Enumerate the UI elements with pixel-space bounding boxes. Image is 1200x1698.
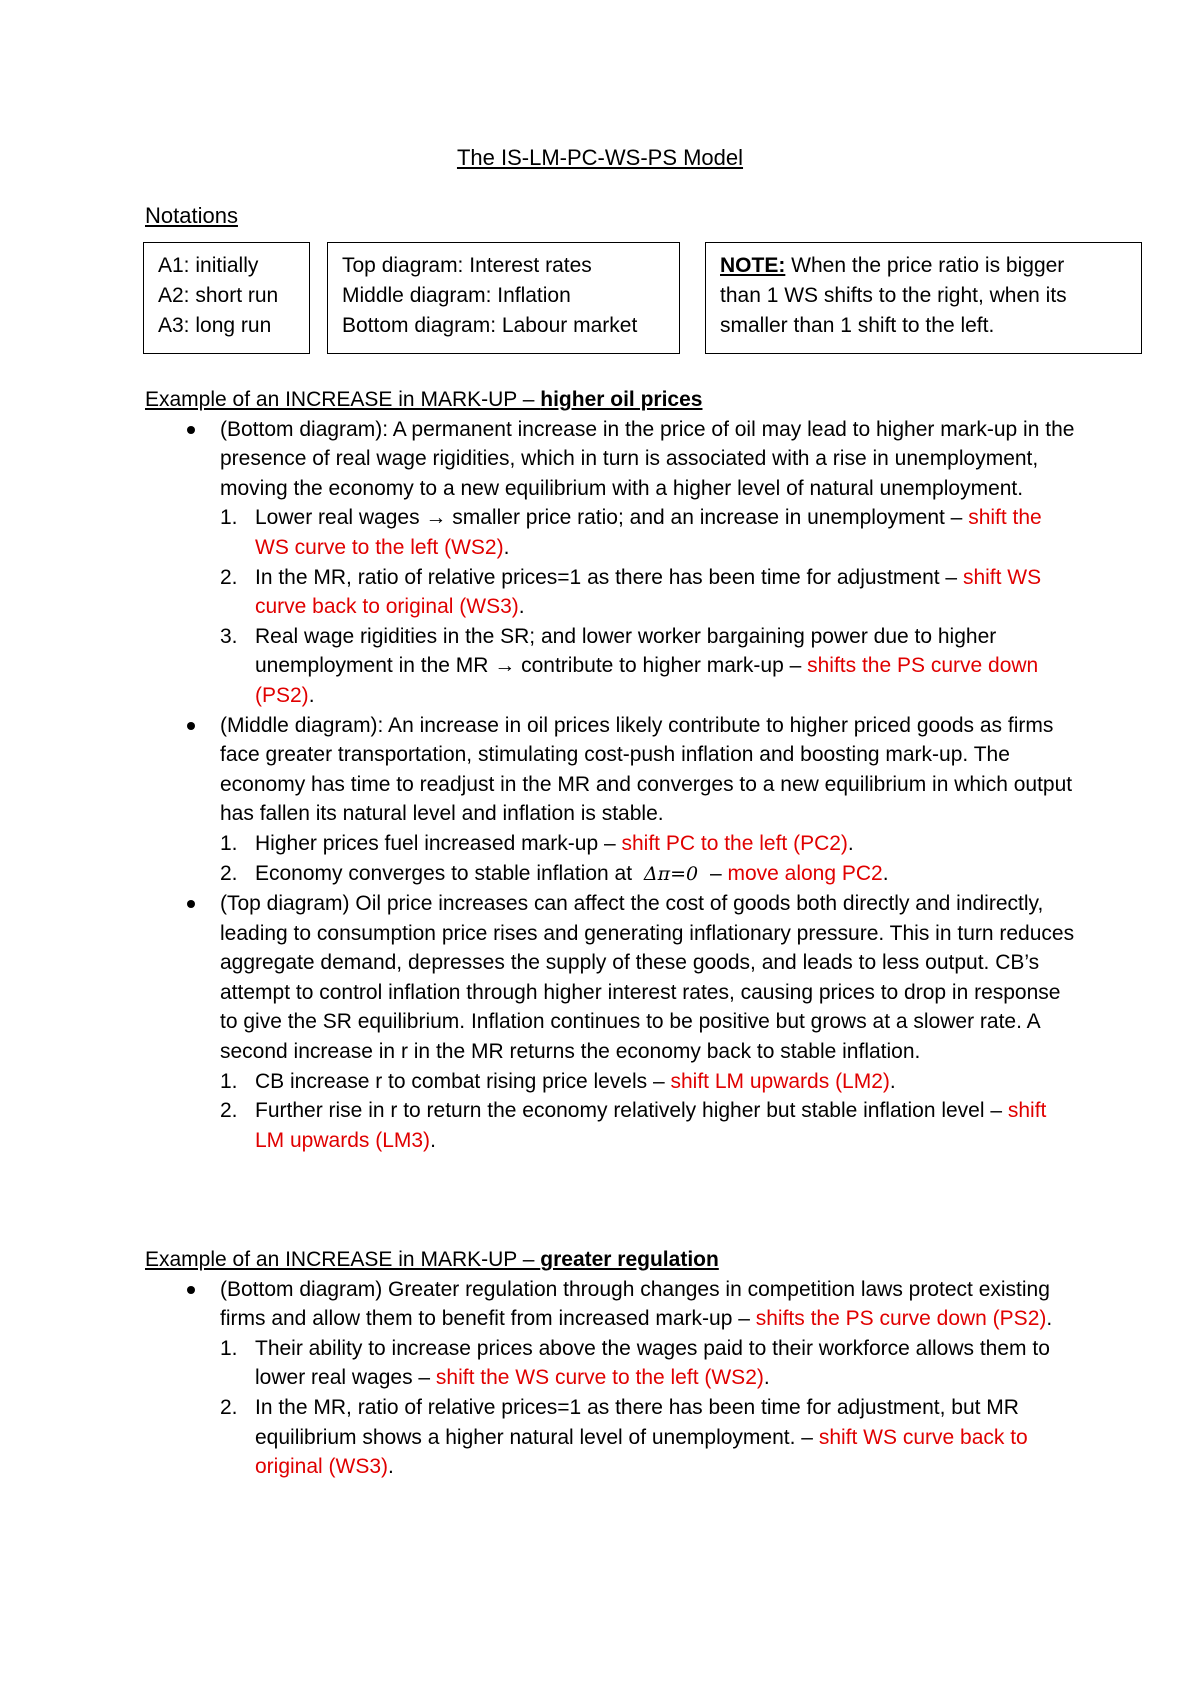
right-arrow-icon: → (494, 654, 516, 678)
notation-line: A2: short run (158, 284, 279, 307)
page-title: The IS-LM-PC-WS-PS Model (456, 145, 744, 170)
bullet-top-diagram: (Top diagram) Oil price increases can affect the cost of goods both directly and indirectly, leading to consumption price rises and generating inflationary pressure. This in turn reduces aggregate demand, depresses the supply of these goods, and leads to less output. CB’s attempt to control inflation through higher interest rates, causing prices to drop in response to give the SR equilibrium. Inflation continues to be positive but grows at a slower rate. A second increase in r in the MR returns the economy back to stable inflation. (145, 889, 1075, 1067)
note-line: smaller than 1 shift to the left. (720, 314, 995, 337)
notations-box-stages (143, 242, 310, 354)
bullet-bottom-diagram: (Bottom diagram): A permanent increase in the price of oil may lead to higher mark-up in the presence of real wage rigidities, which in turn is associated with a rise in unemployment, moving the economy to a new equilibrium with a higher level of natural unemployment. (145, 415, 1075, 504)
section-heading: Example of an INCREASE in MARK-UP – higher oil prices (145, 388, 703, 411)
list-item: 2. In the MR, ratio of relative prices=1 as there has been time for adjustment, but MR equilibrium shows a higher natural level of unemployment. – shift WS curve back to original (WS3). (220, 1395, 1028, 1479)
bullet-bottom-diagram: (Bottom diagram) Greater regulation through changes in competition laws protect existing firms and allow them to benefit from increased mark-up – shifts the PS curve down (PS2). (145, 1275, 1075, 1334)
right-arrow-icon: → (425, 506, 447, 530)
note-label: NOTE: (720, 254, 786, 277)
list-item: 1. CB increase r to combat rising price levels – shift LM upwards (LM2). (220, 1069, 896, 1093)
section-oil-prices (145, 385, 1075, 1155)
notation-line: Top diagram: Interest rates (342, 254, 592, 277)
note-line: than 1 WS shifts to the right, when its (720, 284, 1067, 307)
bullet-icon (187, 426, 195, 434)
notations-box-note (705, 242, 1142, 354)
notation-line: A3: long run (158, 314, 272, 337)
notations-heading: Notations (145, 203, 238, 228)
list-item: 2. Economy converges to stable inflation at Δπ=0 – move along PC2. (220, 861, 889, 885)
section-heading: Example of an INCREASE in MARK-UP – greater regulation (145, 1248, 719, 1271)
list-item: 2. Further rise in r to return the economy relatively higher but stable inflation level – shift LM upwards (LM3). (220, 1099, 1047, 1152)
notation-line: Bottom diagram: Labour market (342, 314, 638, 337)
bullet-middle-diagram: (Middle diagram): An increase in oil prices likely contribute to higher priced goods as firms face greater transportation, stimulating cost-push inflation and boosting mark-up. The economy has time to readjust in the MR and converges to a new equilibrium in which output has fallen its natural level and inflation is stable. (145, 711, 1075, 829)
bullet-icon (187, 1286, 195, 1294)
notations-box-diagrams (327, 242, 680, 354)
bullet-icon (187, 900, 195, 908)
list-item: 1. Their ability to increase prices above the wages paid to their workforce allows them to lower real wages – shift the WS curve to the left (WS2). (220, 1336, 1050, 1390)
inflation-equation: Δπ=0 (643, 862, 699, 885)
bullet-icon (187, 722, 195, 730)
note-line: When the price ratio is bigger (785, 254, 1065, 277)
list-item: 3. Real wage rigidities in the SR; and lower worker bargaining power due to higher unemployment in the MR → contribute to higher mark-up – shifts the PS curve down (PS2). (220, 624, 1039, 707)
list-item: 2. In the MR, ratio of relative prices=1 as there has been time for adjustment – shift WS curve back to original (WS3). (220, 565, 1042, 619)
notation-line: Middle diagram: Inflation (342, 284, 571, 307)
notation-line: A1: initially (158, 254, 259, 277)
section-greater-regulation (145, 1245, 1075, 1482)
list-item: 1. Higher prices fuel increased mark-up – shift PC to the left (PC2). (220, 831, 854, 855)
list-item: 1. Lower real wages → smaller price ratio; and an increase in unemployment – shift the WS curve to the left (WS2). (220, 506, 1042, 559)
